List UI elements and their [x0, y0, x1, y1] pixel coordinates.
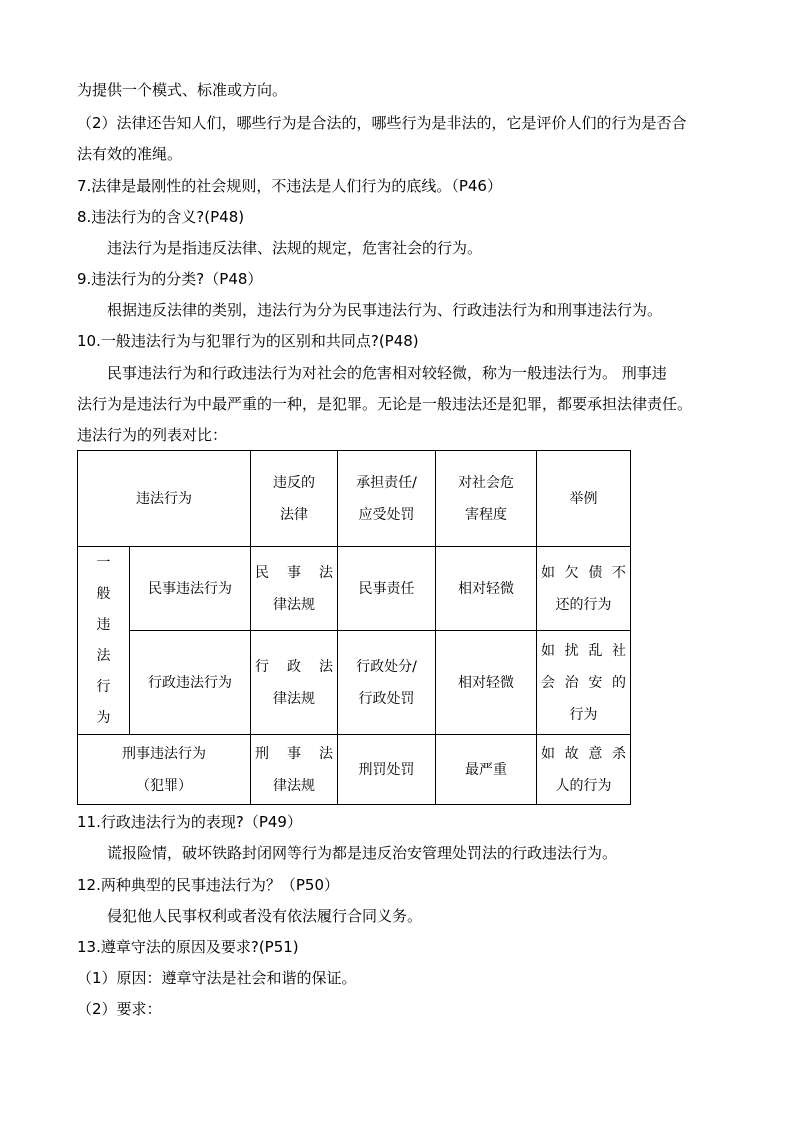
question-heading: 11.行政违法行为的表现?（P49）	[77, 813, 302, 831]
table-header-row	[78, 451, 631, 547]
comparison-table	[77, 450, 631, 805]
table-cell: 如欠债不 还的行为	[537, 547, 631, 631]
table-cell: 行政违法行为	[130, 631, 251, 735]
question-heading: 7.法律是最刚性的社会规则，不违法是人们行为的底线。（P46）	[77, 177, 502, 195]
answer-text: （2）要求：	[77, 1000, 162, 1018]
table-cell: 如故意杀 人的行为	[537, 735, 631, 805]
table-cell: 民事违法行为	[130, 547, 251, 631]
question-heading: 9.违法行为的分类?（P48）	[77, 270, 263, 288]
table-cell: 相对轻微	[436, 547, 537, 631]
answer-text: 侵犯他人民事权利或者没有依法履行合同义务。	[107, 907, 423, 925]
table-cell: 刑事违法行为 （犯罪）	[78, 735, 251, 805]
answer-text: 违法行为是指违反法律、法规的规定，危害社会的行为。	[107, 239, 483, 257]
table-cell: 如扰乱社 会治安的 行为	[537, 631, 631, 735]
header-cell: 承担责任/ 应受处罚	[338, 451, 436, 547]
header-cell: 对社会危 害程度	[436, 451, 537, 547]
question-heading: 10.一般违法行为与犯罪行为的区别和共同点?(P48)	[77, 332, 419, 350]
answer-text: 谎报险情，破坏铁路封闭网等行为都是违反治安管理处罚法的行政违法行为。	[107, 844, 618, 862]
text-line: （2）法律还告知人们，哪些行为是合法的，哪些行为是非法的，它是评价人们的行为是否合	[77, 114, 687, 132]
text-line: 法有效的准绳。	[77, 145, 183, 163]
table-cell: 民事责任	[338, 547, 436, 631]
answer-text: 法行为是违法行为中最严重的一种，是犯罪。无论是一般违法还是犯罪，都要承担法律责任。	[77, 395, 693, 413]
question-heading: 13.遵章守法的原因及要求?(P51)	[77, 938, 299, 956]
text-line: 为提供一个模式、标准或方向。	[77, 81, 288, 99]
table-cell: 行政法 律法规	[251, 631, 338, 735]
header-cell: 违反的 法律	[251, 451, 338, 547]
table-cell: 刑罚处罚	[338, 735, 436, 805]
table-cell: 最严重	[436, 735, 537, 805]
answer-text: 根据违反法律的类别，违法行为分为民事违法行为、行政违法行为和刑事违法行为。	[107, 301, 663, 319]
table-cell: 民事法 律法规	[251, 547, 338, 631]
table-caption: 违法行为的列表对比：	[77, 426, 228, 444]
table-row	[78, 631, 631, 735]
answer-text: （1）原因：遵章守法是社会和谐的保证。	[77, 969, 357, 987]
question-heading: 8.违法行为的含义?(P48)	[77, 208, 245, 226]
table-row	[78, 547, 631, 631]
general-violation-label: 一 般 违 法 行 为	[78, 547, 130, 735]
table-cell: 相对轻微	[436, 631, 537, 735]
table-cell: 行政处分/ 行政处罚	[338, 631, 436, 735]
answer-text: 民事违法行为和行政违法行为对社会的危害相对较轻微，称为一般违法行为。 刑事违	[107, 364, 667, 382]
header-cell: 违法行为	[78, 451, 251, 547]
question-heading: 12.两种典型的民事违法行为？（P50）	[77, 876, 339, 894]
table-row	[78, 735, 631, 805]
header-cell: 举例	[537, 451, 631, 547]
table-cell: 刑事法 律法规	[251, 735, 338, 805]
